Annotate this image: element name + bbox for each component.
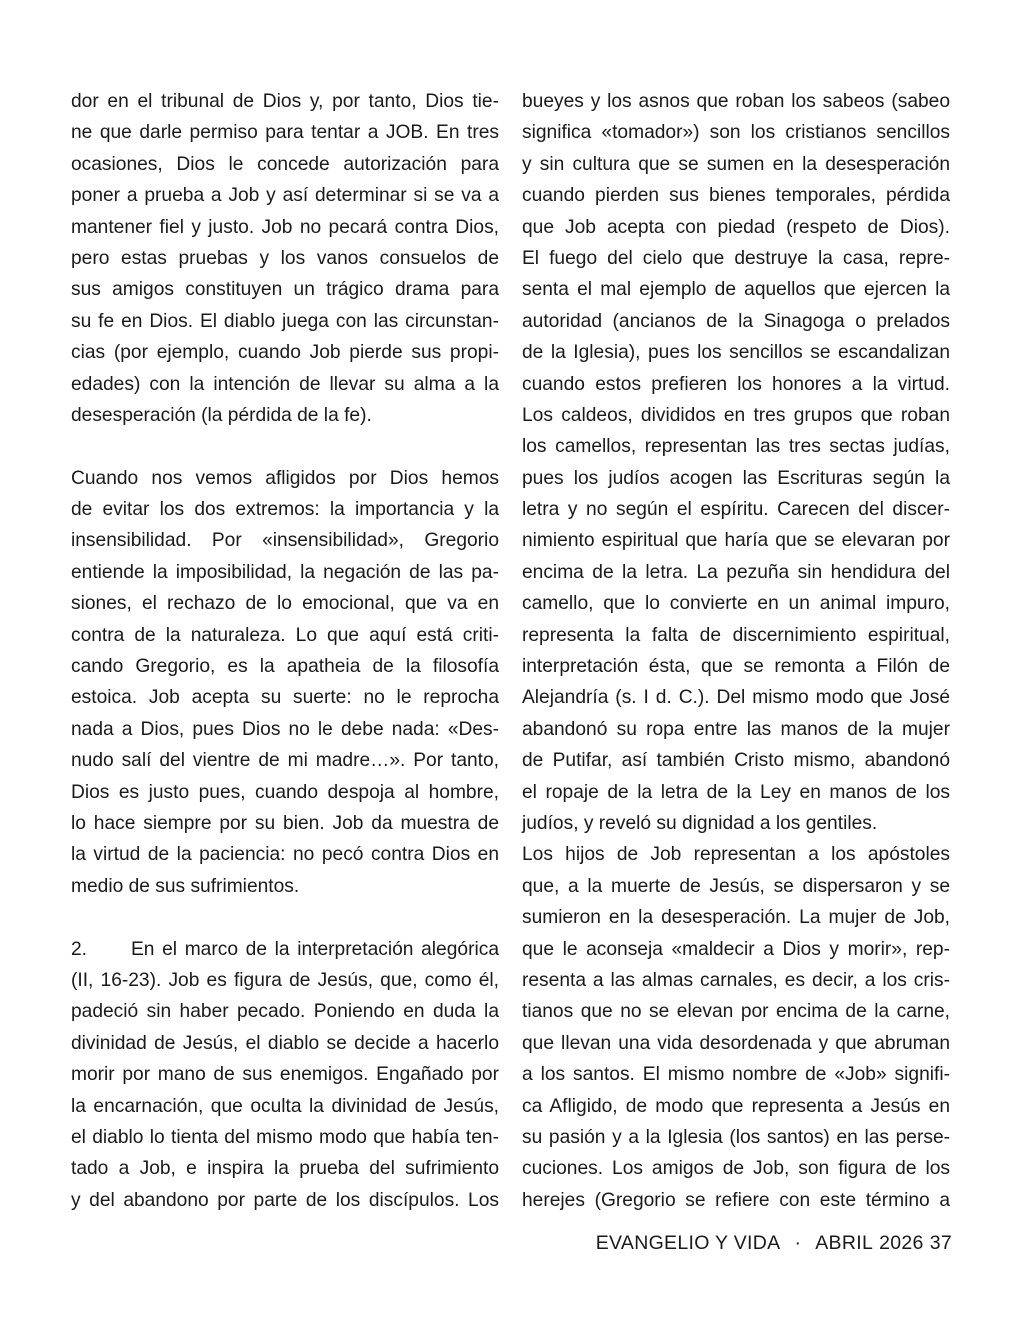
paragraph-number: 2. (71, 938, 88, 960)
paragraph-line: cuciones. Los amigos de Job, son figura de los (522, 1158, 950, 1180)
paragraph-line: el ropaje de la letra de la Ley en manos de los (522, 781, 950, 803)
paragraph-line: medio de sus sufrimientos. (71, 875, 300, 897)
paragraph-line: lo hace siempre por su bien. Job da muestra de (71, 812, 499, 834)
paragraph-line: cuando pierden sus bienes temporales, pérdida (522, 185, 950, 207)
page-number: 37 (929, 1232, 952, 1254)
paragraph-line: entiende la imposibilidad, la negación de las pa- (71, 561, 499, 583)
left-column (71, 86, 499, 1216)
paragraph-line: estoica. Job acepta su suerte: no le reprocha (71, 687, 499, 709)
paragraph-line: pues los judíos acogen las Escrituras según la (522, 467, 950, 489)
paragraph-line: su pasión y a la Iglesia (los santos) en las perse- (522, 1126, 950, 1148)
paragraph-line: que llevan una vida desordenada y que abruman (522, 1032, 950, 1054)
paragraph-line: contra de la naturaleza. Lo que aquí está criti- (71, 624, 499, 646)
paragraph-line: morir por mano de sus enemigos. Engañado por (71, 1064, 499, 1086)
paragraph-line: cias (por ejemplo, cuando Job pierde sus propi- (71, 342, 499, 364)
paragraph (522, 86, 950, 839)
paragraph (522, 839, 950, 1216)
paragraph-line: cando Gregorio, es la apatheia de la filosofía (71, 656, 499, 678)
paragraph-line: y del abandono por parte de los discípulos. Los (71, 1189, 499, 1211)
paragraph-line: a los santos. El mismo nombre de «Job» signifi- (522, 1064, 950, 1086)
paragraph-line: Dios es justo pues, cuando despoja al hombre, (71, 781, 499, 803)
paragraph-first-line: En el marco de la interpretación alegórica (131, 938, 499, 960)
paragraph-line: edades) con la intención de llevar su alma a la (71, 373, 499, 395)
paragraph-line: padeció sin haber pecado. Poniendo en duda la (71, 1001, 499, 1023)
issue-month: ABRIL (815, 1232, 874, 1254)
paragraph-line: que, a la muerte de Jesús, se dispersaron y se (522, 875, 950, 897)
paragraph-line: resenta a las almas carnales, es decir, a los cris- (522, 969, 950, 991)
right-column (522, 86, 950, 1216)
paragraph-line: de la Iglesia), pues los sencillos se escandalizan (522, 342, 950, 364)
paragraph-line: desesperación (la pérdida de la fe). (71, 404, 372, 426)
paragraph-line: de evitar los dos extremos: la importancia y la (71, 499, 499, 521)
paragraph-line: dor en el tribunal de Dios y, por tanto, Dios tie- (71, 91, 499, 112)
paragraph-line: pero estas pruebas y los vanos consuelos de (71, 247, 499, 269)
paragraph-line: divinidad de Jesús, el diablo se decide a hacerlo (71, 1032, 499, 1054)
paragraph-line: sus amigos constituyen un trágico drama para (71, 279, 499, 301)
paragraph-line: tianos que no se elevan por encima de la carne, (522, 1001, 950, 1023)
paragraph-line: la encarnación, que oculta la divinidad de Jesús, (71, 1095, 499, 1117)
paragraph-line: ne que darle permiso para tentar a JOB. En tres (71, 122, 499, 144)
paragraph-line: Los hijos de Job representan a los apóstoles (522, 844, 950, 866)
paragraph-line: su fe en Dios. El diablo juega con las circunstan- (71, 310, 499, 332)
paragraph-line: nimiento espiritual que haría que se elevaran por (522, 530, 950, 552)
paragraph (71, 463, 499, 902)
paragraph-line: bueyes y los asnos que roban los sabeos (sabeo (522, 91, 950, 112)
paragraph-line: Los caldeos, divididos en tres grupos que roban (522, 404, 950, 426)
paragraph-line: insensibilidad. Por «insensibilidad», Gregorio (71, 530, 499, 552)
paragraph-line: El fuego del cielo que destruye la casa, repre- (522, 247, 950, 269)
paragraph-line: y sin cultura que se sumen en la desesperación (522, 153, 950, 175)
paragraph-line: ca Afligido, de modo que representa a Jesús en (522, 1095, 950, 1117)
paragraph-line: autoridad (ancianos de la Sinagoga o prelados (522, 310, 950, 332)
paragraph (71, 86, 499, 431)
paragraph-line: tado a Job, e inspira la prueba del sufrimiento (71, 1158, 499, 1180)
paragraph-line: mantener fiel y justo. Job no pecará contra Dios, (71, 216, 499, 238)
paragraph-line: la virtud de la paciencia: no pecó contra Dios en (71, 844, 499, 866)
issue-year: 2026 (879, 1232, 924, 1254)
paragraph-line: significa «tomador») son los cristianos sencillos (522, 122, 950, 144)
paragraph-line: de Putifar, así también Cristo mismo, abandonó (522, 750, 950, 772)
paragraph-line: que le aconseja «maldecir a Dios y morir», rep- (522, 938, 950, 960)
paragraph-line: ocasiones, Dios le concede autorización para (71, 153, 499, 175)
magazine-title: EVANGELIO Y VIDA (595, 1232, 781, 1254)
paragraph-line: encima de la letra. La pezuña sin hendidura del (522, 561, 950, 583)
paragraph-line: letra y no según el espíritu. Carecen del discer- (522, 499, 950, 521)
paragraph-line: que Job acepta con piedad (respeto de Dios). (522, 216, 950, 238)
paragraph-line: Cuando nos vemos afligidos por Dios hemos (71, 467, 499, 489)
paragraph-line: judíos, y reveló su dignidad a los gentiles. (522, 812, 878, 834)
paragraph-line: senta el mal ejemplo de aquellos que ejercen la (522, 279, 950, 301)
footer-separator: · (794, 1232, 802, 1254)
paragraph-line: interpretación ésta, que se remonta a Filón de (522, 656, 950, 678)
numbered-paragraph (71, 934, 499, 1217)
paragraph-line: nada a Dios, pues Dios no le debe nada: «Des- (71, 718, 499, 740)
paragraph-line: herejes (Gregorio se refiere con este término a (522, 1189, 950, 1211)
paragraph-line: nudo salí del vientre de mi madre…». Por tanto, (71, 750, 499, 772)
paragraph-line: siones, el rechazo de lo emocional, que va en (71, 593, 499, 615)
paragraph-line: representa la falta de discernimiento espiritual, (522, 624, 950, 646)
page-footer (596, 1232, 952, 1255)
paragraph-line: sumieron en la desesperación. La mujer de Job, (522, 907, 950, 929)
paragraph-line: camello, que lo convierte en un animal impuro, (522, 593, 950, 615)
paragraph-line: el diablo lo tienta del mismo modo que había ten- (71, 1126, 499, 1148)
paragraph-line: poner a prueba a Job y así determinar si se va a (71, 185, 499, 207)
paragraph-line: cuando estos prefieren los honores a la virtud. (522, 373, 950, 395)
paragraph-line: Alejandría (s. I d. C.). Del mismo modo que José (522, 687, 950, 709)
paragraph-line (71, 934, 499, 965)
paragraph-line: abandonó su ropa entre las manos de la mujer (522, 718, 950, 740)
paragraph-line: los camellos, representan las tres sectas judías, (522, 436, 950, 458)
paragraph-line: (II, 16-23). Job es figura de Jesús, que, como él, (71, 969, 499, 991)
